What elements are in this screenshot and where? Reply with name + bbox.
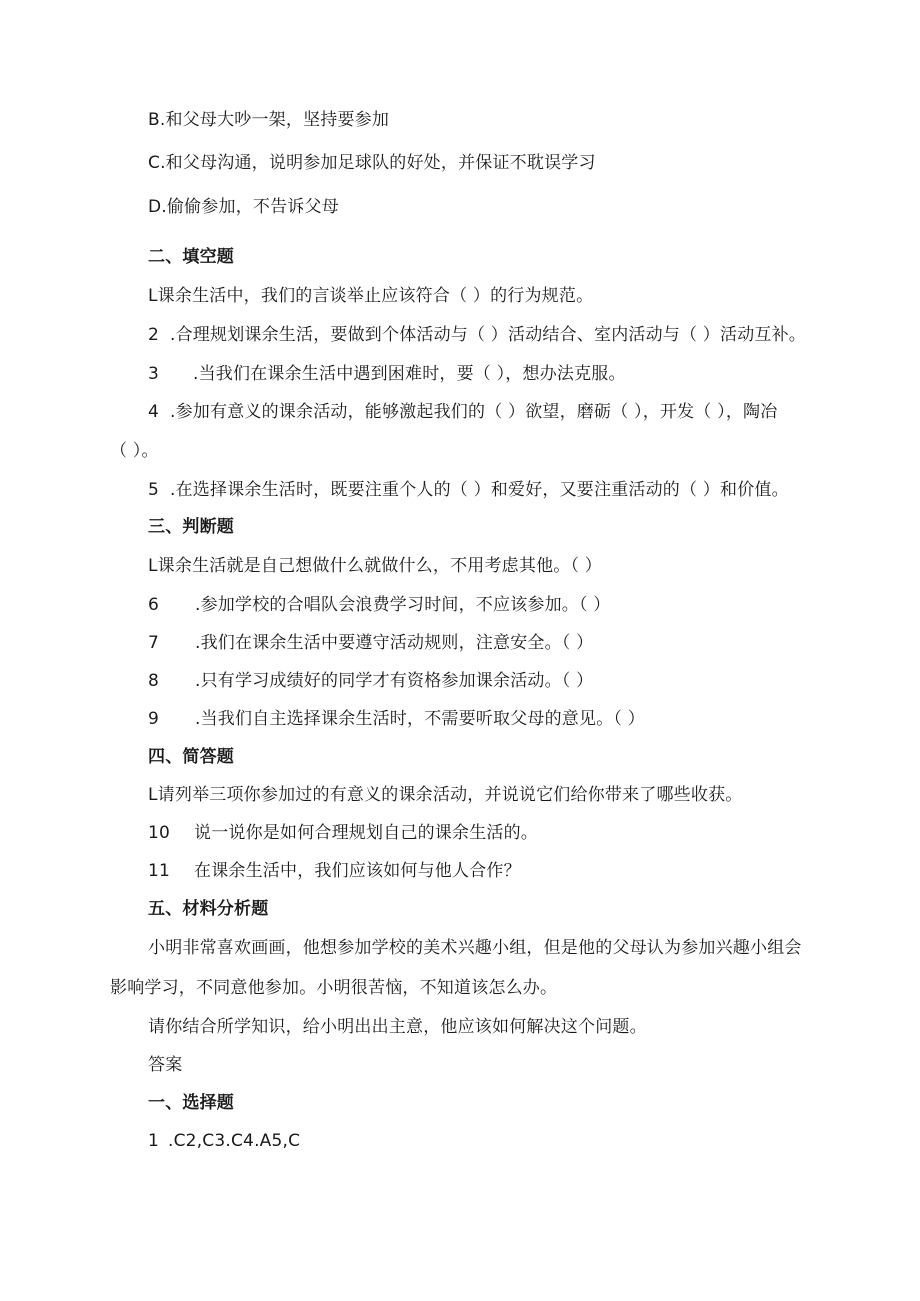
answers-choice-heading: 一、选择题: [148, 1093, 234, 1113]
question-text: .当我们自主选择课余生活时，不需要听取父母的意见。（ ）: [195, 709, 645, 729]
true-false-heading: 三、判断题: [148, 517, 234, 537]
answers-choice-line: [148, 1130, 300, 1152]
short-answer-q11: [148, 860, 521, 882]
question-text: .我们在课余生活中要遵守活动规则，注意安全。（ ）: [195, 633, 594, 653]
true-false-q7: [148, 632, 593, 654]
material-paragraph-line1: 小明非常喜欢画画，他想参加学校的美术兴趣小组，但是他的父母认为参加兴趣小组会: [148, 938, 802, 958]
question-text: 说一说你是如何合理规划自己的课余生活的。: [194, 823, 538, 843]
option-c: C.和父母沟通，说明参加足球队的好处，并保证不耽误学习: [148, 153, 596, 173]
fill-blank-q4: [148, 401, 777, 423]
true-false-q1: L课余生活就是自己想做什么就做什么，不用考虑其他。（ ）: [148, 556, 602, 576]
question-text: .参加学校的合唱队会浪费学习时间，不应该参加。（ ）: [195, 595, 611, 615]
short-answer-q10: [148, 822, 538, 844]
fill-blank-q1: L课余生活中，我们的言谈举止应该符合（ ）的行为规范。: [148, 286, 594, 306]
question-number: 3: [148, 364, 160, 384]
question-text: .当我们在课余生活中遇到困难时，要（ ），想办法克服。: [193, 364, 626, 384]
material-heading: 五、材料分析题: [148, 899, 269, 919]
question-number: 6: [148, 595, 160, 615]
question-number: 11: [148, 861, 171, 881]
fill-blank-q5: [148, 479, 789, 501]
question-number: 10: [148, 823, 171, 843]
true-false-q9: [148, 708, 645, 730]
question-number: 9: [148, 709, 160, 729]
question-text: .在选择课余生活时，既要注重个人的（ ）和爱好，又要注重活动的（ ）和价值。: [170, 480, 789, 500]
question-text: .参加有意义的课余活动，能够激起我们的（ ）欲望，磨砺（ ），开发（ ），陶冶: [170, 402, 778, 422]
question-number: 5: [148, 480, 160, 500]
true-false-q6: [148, 594, 611, 616]
fill-blank-heading: 二、填空题: [148, 247, 234, 267]
answer-text: .C2,C3.C4.A5,C: [168, 1131, 301, 1151]
question-text: .合理规划课余生活，要做到个体活动与（ ）活动结合、室内活动与（ ）活动互补。: [170, 325, 807, 345]
fill-blank-q4-continued: （ ）。: [110, 441, 159, 461]
question-number: 4: [148, 402, 160, 422]
true-false-q8: [148, 670, 593, 692]
answers-title: 答案: [148, 1055, 183, 1075]
answer-number: 1: [148, 1131, 160, 1151]
question-text: 在课余生活中，我们应该如何与他人合作？: [194, 861, 521, 881]
material-question: 请你结合所学知识，给小明出出主意，他应该如何解决这个问题。: [148, 1017, 647, 1037]
short-answer-heading: 四、简答题: [148, 747, 234, 767]
fill-blank-q3: [148, 363, 626, 385]
option-b: B.和父母大吵一架，坚持要参加: [148, 110, 390, 130]
question-number: 7: [148, 633, 160, 653]
question-number: 8: [148, 671, 160, 691]
fill-blank-q2: [148, 324, 806, 346]
short-answer-q1: L请列举三项你参加过的有意义的课余活动，并说说它们给你带来了哪些收获。: [148, 785, 743, 805]
question-text: .只有学习成绩好的同学才有资格参加课余活动。（ ）: [195, 671, 594, 691]
question-number: 2: [148, 325, 160, 345]
option-d: D.偷偷参加，不告诉父母: [148, 197, 339, 217]
material-paragraph-line2: 影响学习，不同意他参加。小明很苦恼，不知道该怎么办。: [110, 978, 558, 998]
